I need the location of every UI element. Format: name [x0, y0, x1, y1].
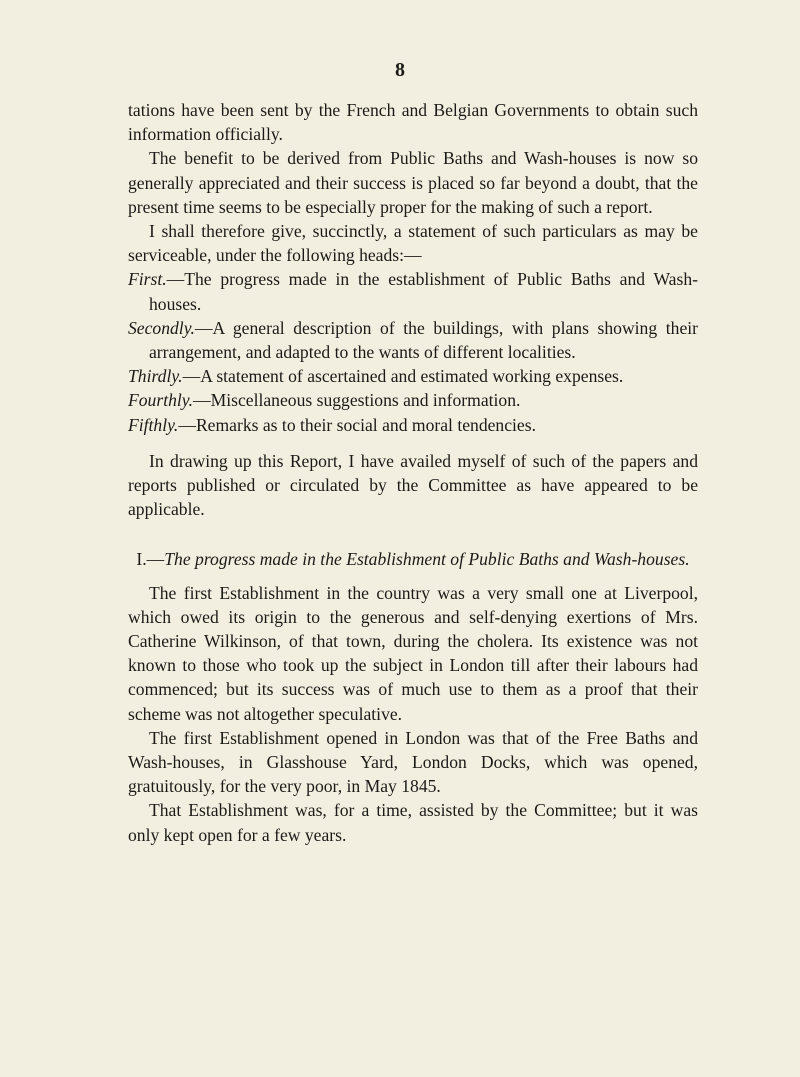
head-label: Fifthly.	[128, 414, 179, 435]
paragraph: In drawing up this Report, I have availed myself of such of the papers and reports published or circulated by the Committee as have appeared to be applicable.	[128, 450, 698, 520]
page-body	[128, 98, 698, 847]
section-title: The progress made in the Establishment of Public Baths and Wash-houses.	[164, 549, 690, 570]
paragraph: I shall therefore give, succinctly, a statement of such particulars as may be serviceable, under the following heads:—	[128, 221, 698, 266]
head-label: First.	[128, 269, 167, 290]
head-text: —A general description of the buildings, with plans showing their arrangement, and adapted to the wants of different localities.	[149, 317, 698, 363]
head-item-first	[128, 267, 698, 315]
head-text: —Miscellaneous suggestions and information.	[193, 390, 521, 411]
paragraph: The first Establishment in the country was a very small one at Liverpool, which owed its origin to the generous and self-denying exertions of Mrs. Catherine Wilkinson, of that town, during the cholera. Its existence was not known to those who took up the subject in London till after their labours had commenced; but its success was of much use to them as a proof that their scheme was not altogether speculative.	[128, 582, 698, 724]
paragraph: The first Establishment opened in London was that of the Free Baths and Wash-houses, in Glasshouse Yard, London Docks, which was opened, gratuitously, for the very poor, in May 1845.	[128, 727, 698, 797]
head-text: —A statement of ascertained and estimated working expenses.	[182, 366, 624, 387]
head-item-thirdly	[128, 364, 698, 388]
paragraph: That Establishment was, for a time, assisted by the Committee; but it was only kept open for a few years.	[128, 800, 698, 845]
head-label: Thirdly.	[128, 366, 183, 387]
head-label: Secondly.	[128, 317, 195, 338]
paragraph: The benefit to be derived from Public Baths and Wash-houses is now so generally appreciated and their success is placed so far beyond a doubt, that the present time seems to be especially proper for the making of such a report.	[128, 148, 698, 217]
head-text: —The progress made in the establishment of Public Baths and Wash-houses.	[149, 269, 698, 314]
head-label: Fourthly.	[128, 390, 193, 411]
paragraph: tations have been sent by the French and Belgian Governments to obtain such information officially.	[128, 100, 698, 145]
head-item-secondly	[128, 316, 698, 364]
head-text: —Remarks as to their social and moral tendencies.	[178, 414, 536, 435]
section-heading	[128, 547, 698, 571]
section-numeral: I.—	[136, 549, 165, 570]
page-number: 8	[395, 59, 405, 81]
head-item-fifthly	[128, 413, 698, 437]
head-item-fourthly	[128, 388, 698, 412]
